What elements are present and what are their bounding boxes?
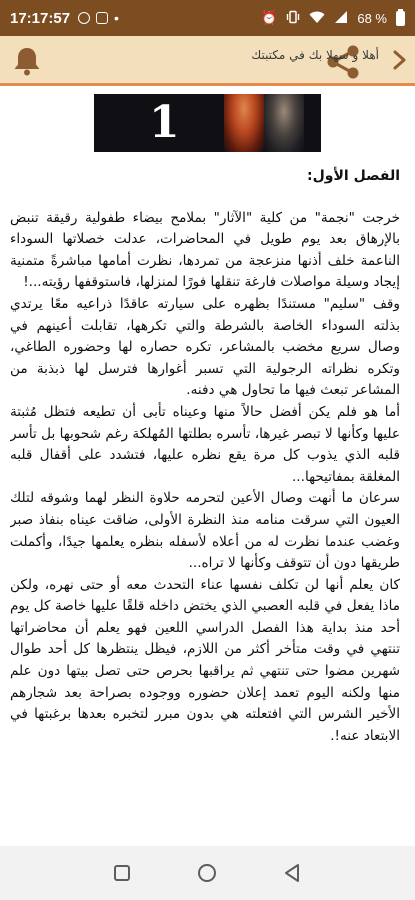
chapter-banner-image bbox=[94, 94, 321, 152]
bell-icon[interactable] bbox=[10, 44, 44, 78]
app-notification-icon bbox=[78, 12, 90, 24]
article-paragraph: وقف "سليم" مستندًا بظهره على سيارته عاقدًا ذراعيه معًا يرتدي بذلته السوداء الخاصة بالشرطة والتي تكرهها، تقابلت أعينهم في وصال سريع مخضب بالمشاعر، تكره حصاره لها وحضوره الطاغي، وتكره نظراته الرجولية التي تسبر أغوارها فترسل لها ذبذبة من المشاعر تبعث فيها ما تحاول هي دفنه. bbox=[10, 295, 400, 399]
navigation-bar bbox=[0, 846, 415, 900]
signal-icon bbox=[334, 10, 348, 27]
calendar-notification-icon bbox=[96, 12, 108, 24]
status-time: 17:17:57 bbox=[10, 9, 71, 27]
notification-icons bbox=[78, 10, 119, 26]
vibrate-icon bbox=[286, 10, 300, 27]
recents-button[interactable] bbox=[114, 865, 130, 881]
article-paragraph: كان يعلم أنها لن تكلف نفسها عناء التحدث معه أو حتى نهره، ولكن ماذا يفعل في قلبه العصبي الذي يختض داخله قلقًا عليها خاصة كل يوم أحد منذ بداية هذا الفصل الدراسي اللعين فهو يعلم أن محاضراتها تنتهي في وقت متأخر أكثر من اللازم، فيظل ينتظرها كل أحد طوال شهرين مضوا حتى تنتهي ثم يراقبها بحرص حتى تصل بيتها دون علم منها ولكنه اليوم تعمد إعلان حضوره ووجوده بصراحة بعد شجارهم الأخير الشرس التي افتعلته هي بدون مبرر لتخبره بعدها برغبتها في الابتعاد عنه!. bbox=[10, 576, 400, 744]
chevron-back-icon[interactable] bbox=[389, 48, 411, 72]
app-bar bbox=[0, 36, 415, 86]
article-body bbox=[10, 166, 400, 846]
back-button[interactable] bbox=[283, 863, 301, 883]
app-title: أهلا و سهلا بك في مكتبتك bbox=[251, 48, 379, 62]
status-bar bbox=[0, 0, 415, 36]
article-paragraph: خرجت "نجمة" من كلية "الآثار" بملامح بيضاء طفولية رقيقة تنبض بالإرهاق بعد يوم طويل في المحاضرات، عدلت خصلاتها السوداء الناعمة خلف أذنها منزعجة من تمردها، نظرت أمامها مباشرةً متمنية إيجاد وسيلة مواصلات فارغة تنقلها فورًا لمنزلها، فاستوقفها رؤيته...! bbox=[10, 209, 400, 291]
article-paragraph: سرعان ما أنهت وصال الأعين لتحرمه حلاوة النظر لهما وشوقه لتلك العيون التي سرقت منامه منذ النظرة الأولى، ضاقت عيناه بنفاذ صبر وغضب عندما نظرت له من أعلاه لأسفله بنظره يعلمها جيدًا، وأكملت طريقها دون أن تتوقف وكأنها لا تراه... bbox=[10, 490, 400, 572]
alarm-icon: ⏰ bbox=[261, 10, 278, 25]
system-status-icons bbox=[261, 10, 405, 27]
battery-percent: 68 % bbox=[357, 10, 387, 26]
more-notifications-dot-icon: • bbox=[114, 10, 119, 26]
banner-woman-figure bbox=[224, 94, 264, 152]
chapter-heading: الفصل الأول: bbox=[307, 168, 400, 184]
article-paragraph: أما هو فلم يكن أفضل حالاً منها وعيناه تأبى أن تطيعه فتظل مُثبتة عليها وكأنها لا تبصر غيرها، تأسره بطلتها المُهلكة رغم شحوبها بل تأسر قلبه الذي يذوب كل مرة يقع نظره عليها، فتشدد على أقفال قلبه المغلقة بمفاتيحها... bbox=[10, 403, 400, 485]
banner-chapter-number: 1 bbox=[149, 97, 180, 148]
battery-icon bbox=[396, 11, 405, 26]
banner-man-figure bbox=[264, 94, 304, 152]
home-button[interactable] bbox=[198, 864, 216, 882]
wifi-icon bbox=[309, 10, 325, 27]
